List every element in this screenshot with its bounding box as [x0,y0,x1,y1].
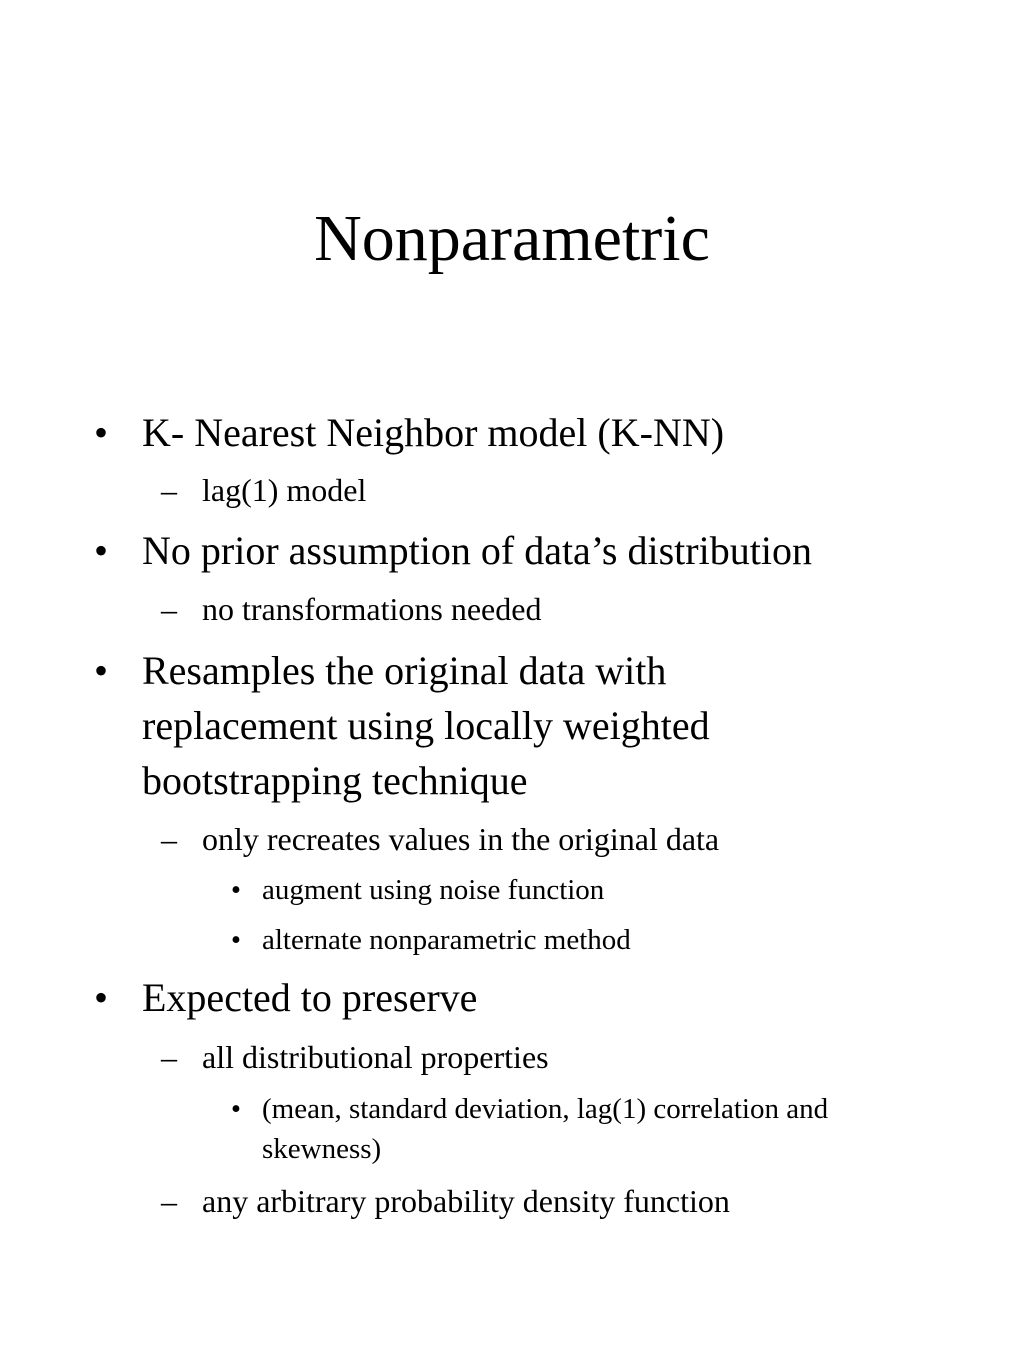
dash-marker: – [161,1183,177,1219]
bullet-4-sub-1-sub-1-text-line-2: skewness) [262,1133,382,1165]
bullet-4-sub-2 [161,1180,730,1222]
small-bullet-marker: • [230,1093,242,1125]
bullet-4 [93,970,478,1026]
bullet-4-sub-2-text: any arbitrary probability density function [202,1183,730,1219]
bullet-1 [93,405,725,461]
bullet-marker: • [93,410,108,455]
bullet-3-sub-1-sub-1 [230,870,605,910]
bullet-2-text: No prior assumption of data’s distribution [142,528,812,573]
small-bullet-marker: • [230,924,242,956]
bullet-marker: • [93,528,108,573]
bullet-3-sub-1-sub-2-text: alternate nonparametric method [262,924,631,956]
bullet-marker: • [93,975,108,1020]
bullet-3-sub-1-sub-2 [230,920,631,960]
slide-title: Nonparametric [314,202,710,275]
bullet-4-sub-1-sub-1 [230,1089,829,1129]
bullet-2-sub-1-text: no transformations needed [202,591,542,627]
bullet-3 [93,643,667,699]
bullet-3-sub-1-text: only recreates values in the original data [202,821,720,857]
bullet-1-text: K- Nearest Neighbor model (K-NN) [142,410,725,455]
bullet-marker: • [93,648,108,693]
bullet-3-sub-1-sub-1-text: augment using noise function [262,874,605,906]
bullet-3-sub-1 [161,818,720,860]
bullet-4-sub-1 [161,1036,549,1078]
bullet-4-sub-1-text: all distributional properties [202,1039,549,1075]
bullet-3-line-3 [142,753,527,809]
small-bullet-marker: • [230,874,242,906]
bullet-4-text: Expected to preserve [142,975,478,1020]
bullet-3-text-line-2: replacement using locally weighted [142,703,710,748]
bullet-1-sub-1-text: lag(1) model [202,472,367,508]
bullet-3-text-line-1: Resamples the original data with [142,648,667,693]
bullet-2-sub-1 [161,588,542,630]
bullet-3-text-line-3: bootstrapping technique [142,758,528,803]
dash-marker: – [161,1039,177,1075]
bullet-3-line-2 [142,698,710,754]
dash-marker: – [161,472,177,508]
bullet-1-sub-1 [161,469,367,511]
dash-marker: – [161,591,177,627]
bullet-4-sub-1-sub-1-text-line-1: (mean, standard deviation, lag(1) correlation and [262,1093,829,1125]
dash-marker: – [161,821,177,857]
bullet-2 [93,523,812,579]
bullet-4-sub-1-sub-1-line-2 [262,1129,381,1169]
